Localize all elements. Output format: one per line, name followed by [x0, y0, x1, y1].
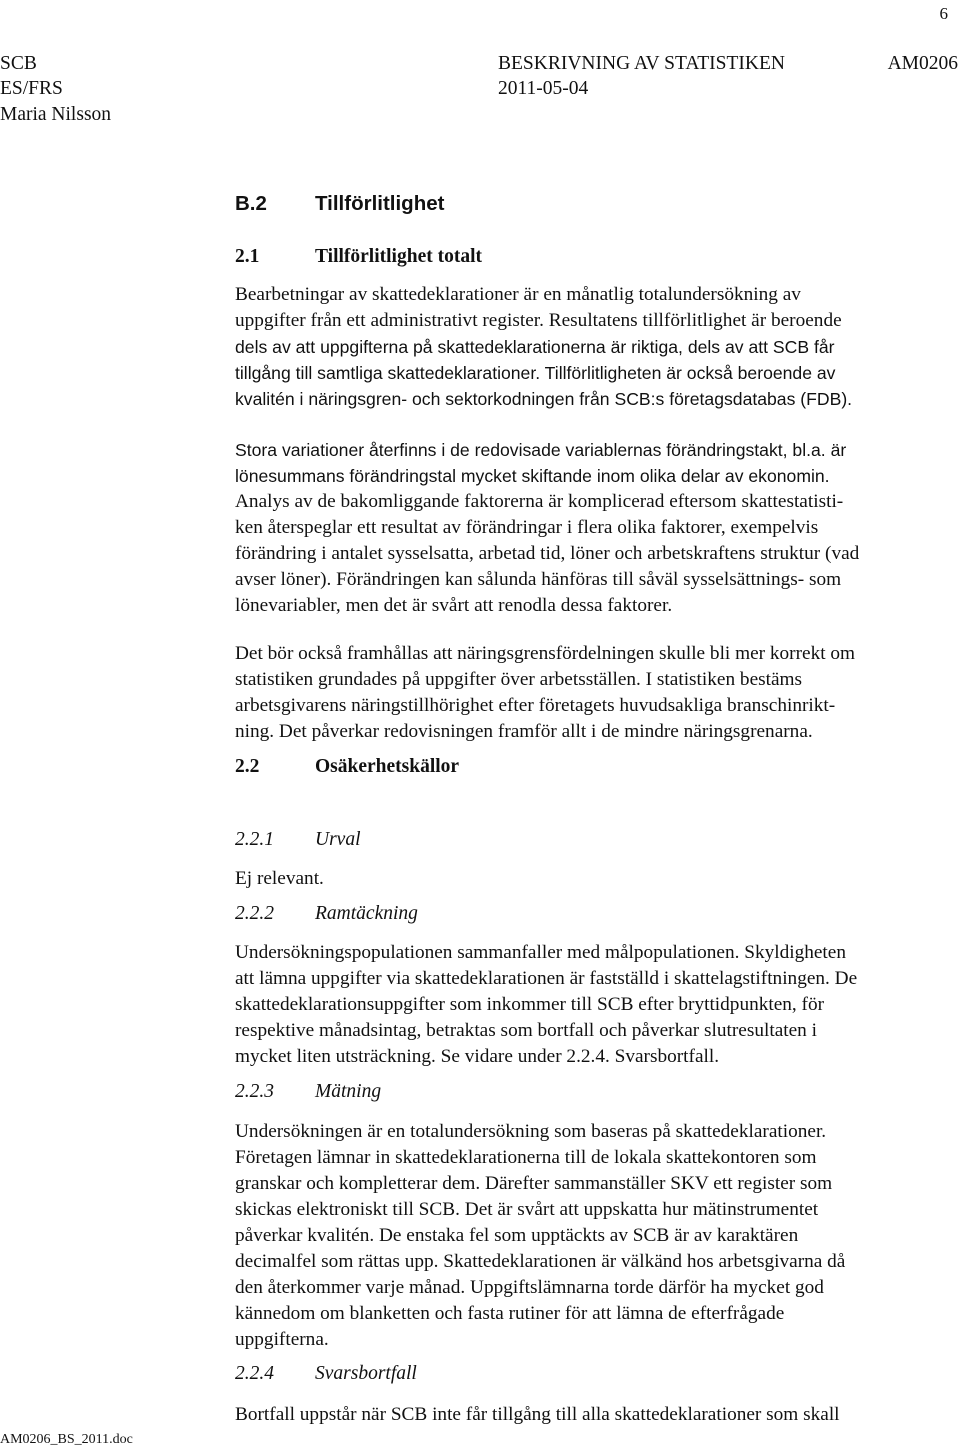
paragraph-line: Ej relevant. [235, 868, 324, 889]
section-title: Osäkerhetskällor [315, 756, 460, 777]
paragraph-line: Bortfall uppstår när SCB inte får tillgång till alla skattedeklarationer som skall [235, 1404, 840, 1425]
paragraph-line: statistiken grundades på uppgifter över arbetsställen. I statistiken bestäms [235, 669, 803, 690]
section-2-2-4-heading [235, 1363, 935, 1389]
paragraph-line: kvalitén i näringsgren- och sektorkodningen från SCB:s företagsdatabas (FDB). [235, 389, 853, 409]
paragraph-line: påverkar kvalitén. De enstaka fel som upptäckts av SCB är av karaktären [235, 1225, 799, 1246]
paragraph-line: kännedom om blanketten och fasta rutiner för att lämna de efterfrågade [235, 1303, 785, 1324]
section-2-2-3-heading [235, 1081, 935, 1107]
header-author: Maria Nilsson [0, 104, 112, 125]
section-number: 2.2 [235, 756, 260, 777]
paragraph-2-1-b [235, 437, 953, 619]
paragraph-line: ning. Det påverkar redovisningen framför allt i de mindre näringsgrenarna. [235, 721, 813, 742]
section-title: Mätning [315, 1081, 382, 1102]
section-title: Urval [315, 829, 361, 850]
section-b2-heading [235, 192, 935, 218]
paragraph-line: Det bör också framhållas att näringsgrensfördelningen skulle bli mer korrekt om [235, 643, 856, 664]
paragraph-line: ken återspeglar ett resultat av förändringar i flera olika faktorer, exempelvis [235, 517, 819, 538]
page-number: 6 [939, 4, 948, 23]
header-dept: ES/FRS [0, 78, 63, 99]
paragraph-line: förändring i antalet sysselsatta, arbetad tid, löner och arbetskraftens struktur (vad [235, 543, 860, 564]
paragraph-2-2-1 [235, 866, 953, 892]
section-number: 2.1 [235, 246, 260, 267]
paragraph-line: dels av att uppgifterna på skattedeklarationerna är riktiga, dels av att SCB får [235, 337, 835, 357]
paragraph-2-2-2 [235, 940, 953, 1070]
paragraph-line: att lämna uppgifter via skattedeklarationen är fastställd i skattelagstiftningen. De [235, 968, 858, 989]
paragraph-line: uppgifterna. [235, 1329, 329, 1350]
section-2-2-2-heading [235, 903, 935, 929]
paragraph-line: lönevariabler, men det är svårt att renodla dessa faktorer. [235, 595, 673, 616]
header-date: 2011-05-04 [498, 78, 589, 99]
paragraph-line: lönesummans förändringstal mycket skiftande inom olika delar av ekonomin. [235, 466, 830, 486]
paragraph-line: decimalfel som rättas upp. Skattedeklarationen är välkänd hos arbetsgivarna då [235, 1251, 846, 1272]
paragraph-2-2-4 [235, 1402, 953, 1428]
paragraph-line: Analys av de bakomliggande faktorerna är komplicerad eftersom skattestatisti- [235, 491, 844, 512]
section-2-2-1-heading [235, 829, 935, 855]
paragraph-2-1-c [235, 641, 953, 745]
footer-filename: AM0206_BS_2011.doc [0, 1432, 133, 1447]
paragraph-line: respektive månadsintag, betraktas som bortfall och påverkar slutresultaten i [235, 1020, 817, 1041]
paragraph-line: mycket liten utsträckning. Se vidare under 2.2.4. Svarsbortfall. [235, 1046, 720, 1067]
paragraph-line: arbetsgivarens näringstillhörighet efter företagets huvudsakliga branschinrikt- [235, 695, 836, 716]
header-doc-title: BESKRIVNING AV STATISTIKEN [498, 53, 785, 74]
paragraph-line: tillgång till samtliga skattedeklarationer. Tillförlitligheten är också beroende av [235, 363, 836, 383]
paragraph-line: granskar och kompletterar dem. Därefter sammanställer SKV ett register som [235, 1173, 833, 1194]
section-number: B.2 [235, 192, 267, 215]
header-org: SCB [0, 53, 37, 74]
header-doc-code: AM0206 [887, 53, 958, 74]
section-number: 2.2.1 [235, 829, 274, 850]
section-2-2-heading [235, 756, 935, 782]
paragraph-line: skattedeklarationsuppgifter som inkommer till SCB efter bryttidpunkten, för [235, 994, 825, 1015]
section-title: Ramtäckning [315, 903, 418, 924]
paragraph-line: Företagen lämnar in skattedeklarationerna till de lokala skattekontoren som [235, 1147, 817, 1168]
section-number: 2.2.3 [235, 1081, 274, 1102]
section-number: 2.2.2 [235, 903, 274, 924]
paragraph-line: uppgifter från ett administrativt register. Resultatens tillförlitlighet är beroende [235, 310, 842, 331]
paragraph-2-2-3 [235, 1119, 953, 1353]
section-number: 2.2.4 [235, 1363, 274, 1384]
paragraph-line: avser löner). Förändringen kan sålunda hänföras till såväl sysselsättnings- som [235, 569, 842, 590]
paragraph-line: Stora variationer återfinns i de redovisade variablernas förändringstakt, bl.a. är [235, 440, 847, 460]
section-title: Tillförlitlighet totalt [315, 246, 482, 267]
paragraph-line: skickas elektroniskt till SCB. Det är svårt att uppskatta hur mätinstrumentet [235, 1199, 819, 1220]
paragraph-line: Bearbetningar av skattedeklarationer är en månatlig totalundersökning av [235, 284, 801, 305]
paragraph-line: Undersökningen är en totalundersökning som baseras på skattedeklarationer. [235, 1121, 827, 1142]
section-2-1-heading [235, 246, 935, 272]
paragraph-line: Undersökningspopulationen sammanfaller med målpopulationen. Skyldigheten [235, 942, 846, 963]
paragraph-line: den återkommer varje månad. Uppgiftslämnarna torde därför ha mycket god [235, 1277, 824, 1298]
paragraph-2-1-a [235, 282, 953, 412]
section-title: Tillförlitlighet [315, 192, 445, 215]
section-title: Svarsbortfall [315, 1363, 417, 1384]
